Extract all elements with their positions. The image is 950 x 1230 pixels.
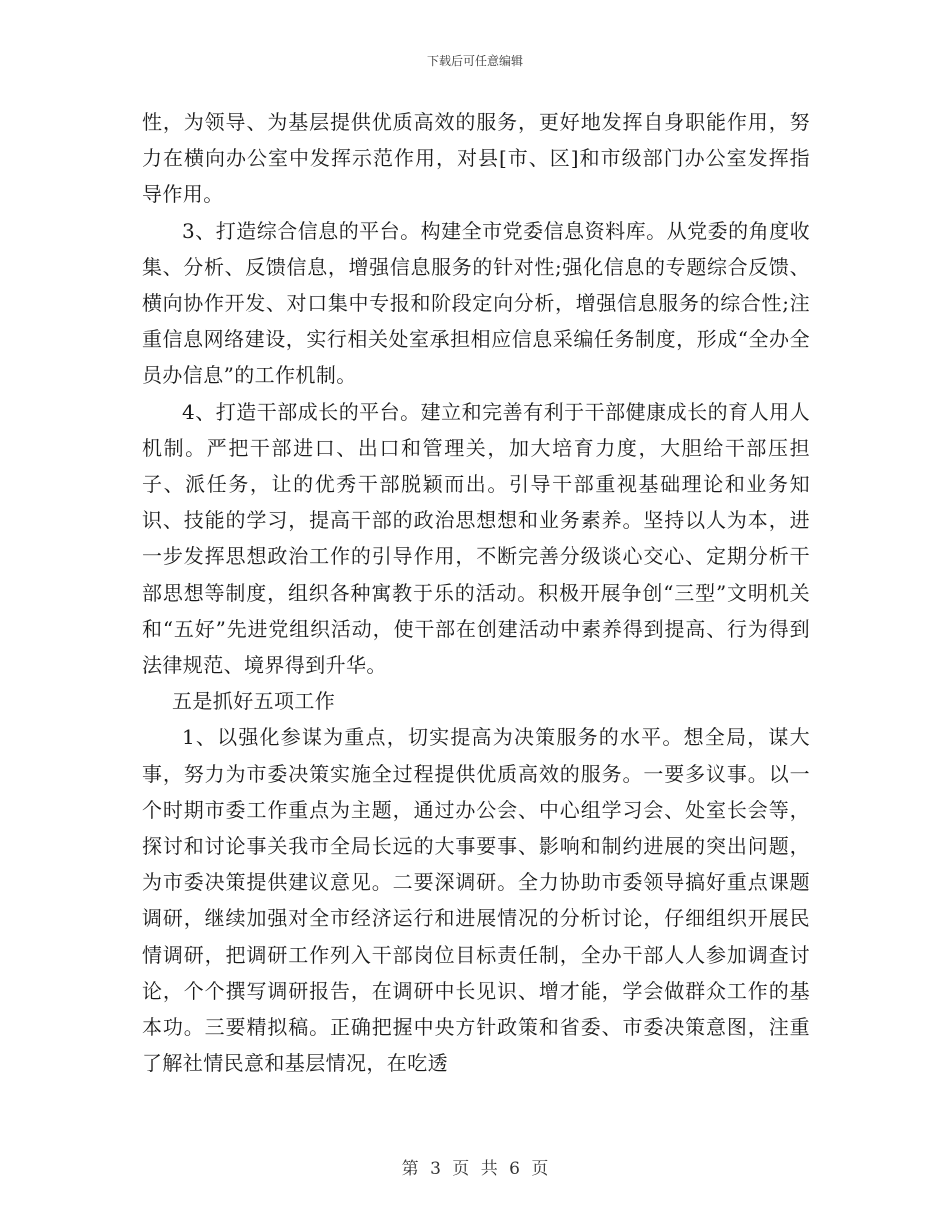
page-number: 第 3 页 共 6 页 xyxy=(401,1159,549,1179)
document-body xyxy=(142,104,810,1081)
paragraph-continuation: 性，为领导、为基层提供优质高效的服务，更好地发挥自身职能作用，努力在横向办公室中发挥示范作用，对县[市、区]和市级部门办公室发挥指导作用。 xyxy=(142,110,810,207)
paragraph-item-4: 4、打造干部成长的平台。建立和完善有利于干部健康成长的育人用人机制。严把干部进口、出口和管理关，加大培育力度，大胆给干部压担子、派任务，让的优秀干部脱颖而出。引导干部重视基础理论和业务知识、技能的学习，提高干部的政治思想想和业务素养。坚持以人为本，进一步发挥思想政治工作的引导作用，不断完善分级谈心交心、定期分析干部思想等制度，组织各种寓教于乐的活动。积极开展争创“三型”文明机关和“五好”先进党组织活动，使干部在创建活动中素养得到提高、行为得到法律规范、境界得到升华。 xyxy=(142,399,810,678)
page-header-note: 下载后可任意编辑 xyxy=(426,54,523,68)
paragraph-item-3: 3、打造综合信息的平台。构建全市党委信息资料库。从党委的角度收集、分析、反馈信息，增强信息服务的针对性;强化信息的专题综合反馈、横向协作开发、对口集中专报和阶段定向分析，增强信息服务的综合性;注重信息网络建设，实行相关处室承担相应信息采编任务制度，形成“全办全员办信息”的工作机制。 xyxy=(142,218,810,388)
section-heading: 五是抓好五项工作 xyxy=(172,689,336,714)
paragraph-item-1: 1、以强化参谋为重点，切实提高为决策服务的水平。想全局，谋大事，努力为市委决策实施全过程提供优质高效的服务。一要多议事。以一个时期市委工作重点为主题，通过办公会、中心组学习会、处室长会等，探讨和讨论事关我市全局长远的大事要事、影响和制约进展的突出问题，为市委决策提供建议意见。二要深调研。全力协助市委领导搞好重点课题调研，继续加强对全市经济运行和进展情况的分析讨论，仔细组织开展民情调研，把调研工作列入干部岗位目标责任制，全办干部人人参加调查讨论，个个撰写调研报告，在调研中长见识、增才能，学会做群众工作的基本功。三要精拟稿。正确把握中央方针政策和省委、市委决策意图，注重了解社情民意和基层情况，在吃透 xyxy=(142,725,810,1076)
